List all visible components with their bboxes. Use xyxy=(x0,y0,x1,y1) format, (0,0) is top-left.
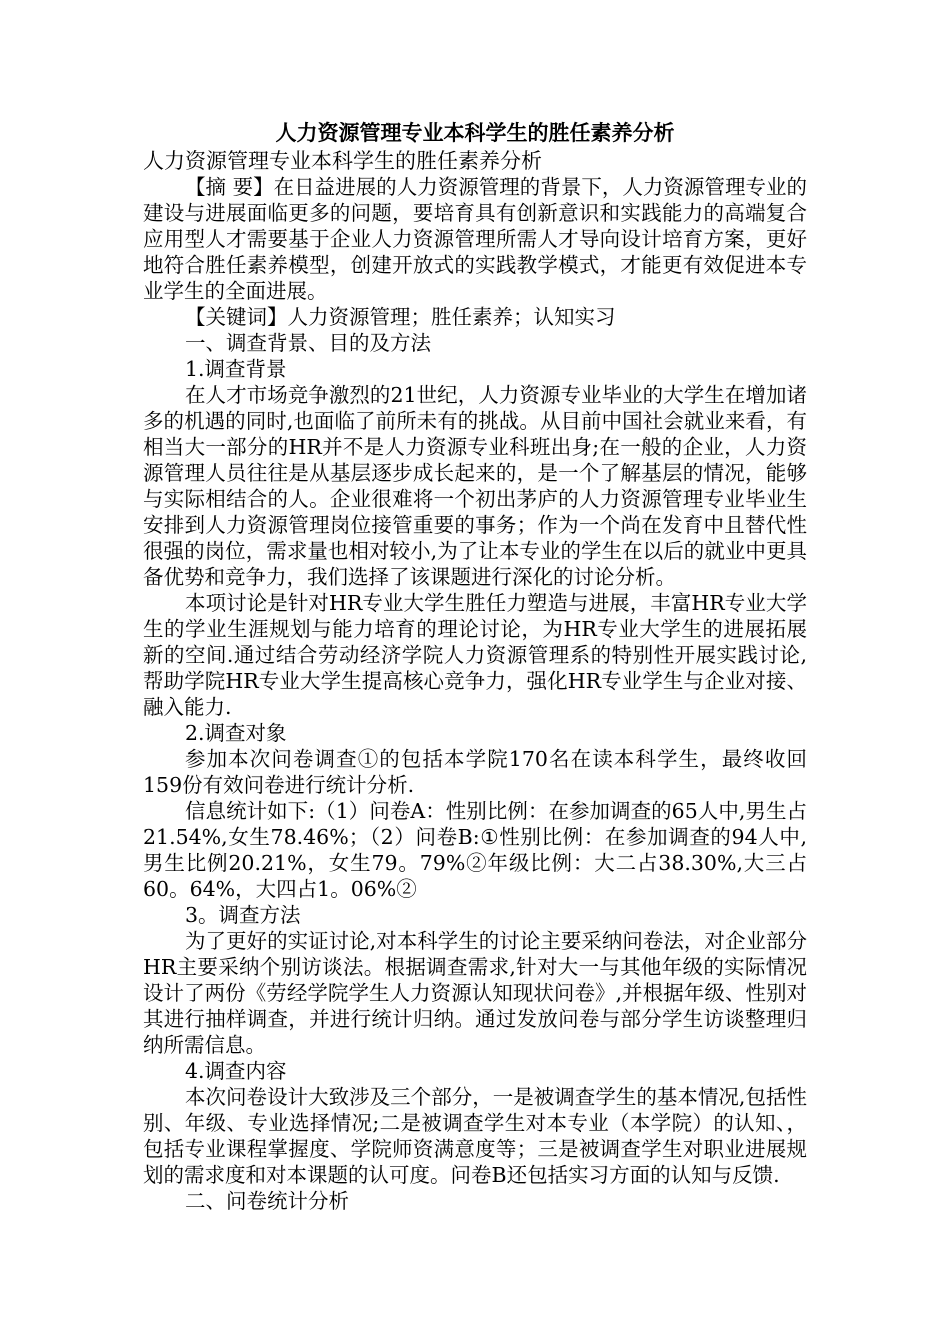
abstract-label: 【摘 要】 xyxy=(185,175,274,199)
subsection-1-2-heading: 2.调查对象 xyxy=(185,721,287,745)
subsection-1-1-paragraph-1: 在人才市场竞争激烈的21世纪，人力资源专业毕业的大学生在增加诸多的机遇的同时,也面临了前所未有的挑战。从目前中国社会就业来看，有相当大一部分的HR并不是人力资源专业科班出身;在一般的企业，人力资源管理人员往往是从基层逐步成长起来的，是一个了解基层的情况，能够与实际相结合的人。企业很难将一个初出茅庐的人力资源管理专业毕业生安排到人力资源管理岗位接管重要的事务；作为一个尚在发育中且替代性很强的岗位，需求量也相对较小,为了让本专业的学生在以后的就业中更具备优势和竞争力，我们选择了该课题进行深化的讨论分析。 xyxy=(143,383,807,589)
subsection-1-2-paragraph-1: 参加本次问卷调查①的包括本学院170名在读本科学生，最终收回159份有效问卷进行统计分析. xyxy=(143,747,807,797)
subsection-1-3-paragraph-1: 为了更好的实证讨论,对本科学生的讨论主要采纳问卷法，对企业部分HR主要采纳个别访谈法。根据调查需求,针对大一与其他年级的实际情况设计了两份《劳经学院学生人力资源认知现状问卷》,并根据年级、性别对其进行抽样调查，并进行统计归纳。通过发放问卷与部分学生访谈整理归纳所需信息。 xyxy=(143,929,807,1057)
document-page xyxy=(143,118,807,1214)
abstract-paragraph xyxy=(143,174,807,304)
subsection-1-2-paragraph-2: 信息统计如下:（1）问卷A：性别比例：在参加调查的65人中,男生占21.54%,女生78.46%；（2）问卷B:①性别比例：在参加调查的94人中,男生比例20.21%，女生79。79%②年级比例：大二占38.30%,大三占60。64%，大四占1。06%② xyxy=(143,799,807,901)
keywords-line xyxy=(143,304,807,330)
abstract-text: 在日益进展的人力资源管理的背景下，人力资源管理专业的建设与进展面临更多的问题，要培育具有创新意识和实践能力的高端复合应用型人才需要基于企业人力资源管理所需人才导向设计培育方案，更好地符合胜任素养模型，创建开放式的实践教学模式，才能更有效促进本专业学生的全面进展。 xyxy=(143,175,807,303)
subsection-1-3-heading: 3。调查方法 xyxy=(185,903,301,927)
keywords-text: 人力资源管理；胜任素养；认知实习 xyxy=(287,305,616,329)
section-1-heading: 一、调查背景、目的及方法 xyxy=(185,331,431,355)
keywords-label: 【关键词】 xyxy=(185,305,288,329)
subsection-1-4-paragraph-1: 本次问卷设计大致涉及三个部分，一是被调查学生的基本情况,包括性别、年级、专业选择情况;二是被调查学生对本专业（本学院）的认知、，包括专业课程掌握度、学院师资满意度等；三是被调查学生对职业进展规划的需求度和对本课题的认可度。问卷B还包括实习方面的认知与反馈. xyxy=(143,1085,807,1187)
document-subtitle: 人力资源管理专业本科学生的胜任素养分析 xyxy=(143,149,542,173)
subsection-1-1-heading: 1.调查背景 xyxy=(185,357,287,381)
subsection-1-1-paragraph-2: 本项讨论是针对HR专业大学生胜任力塑造与进展，丰富HR专业大学生的学业生涯规划与能力培育的理论讨论，为HR专业大学生的进展拓展新的空间.通过结合劳动经济学院人力资源管理系的特别性开展实践讨论,帮助学院HR专业大学生提高核心竞争力，强化HR专业学生与企业对接、融入能力. xyxy=(143,591,807,719)
section-2-heading: 二、问卷统计分析 xyxy=(185,1189,349,1213)
subsection-1-4-heading: 4.调查内容 xyxy=(185,1059,287,1083)
document-title: 人力资源管理专业本科学生的胜任素养分析 xyxy=(275,120,675,145)
